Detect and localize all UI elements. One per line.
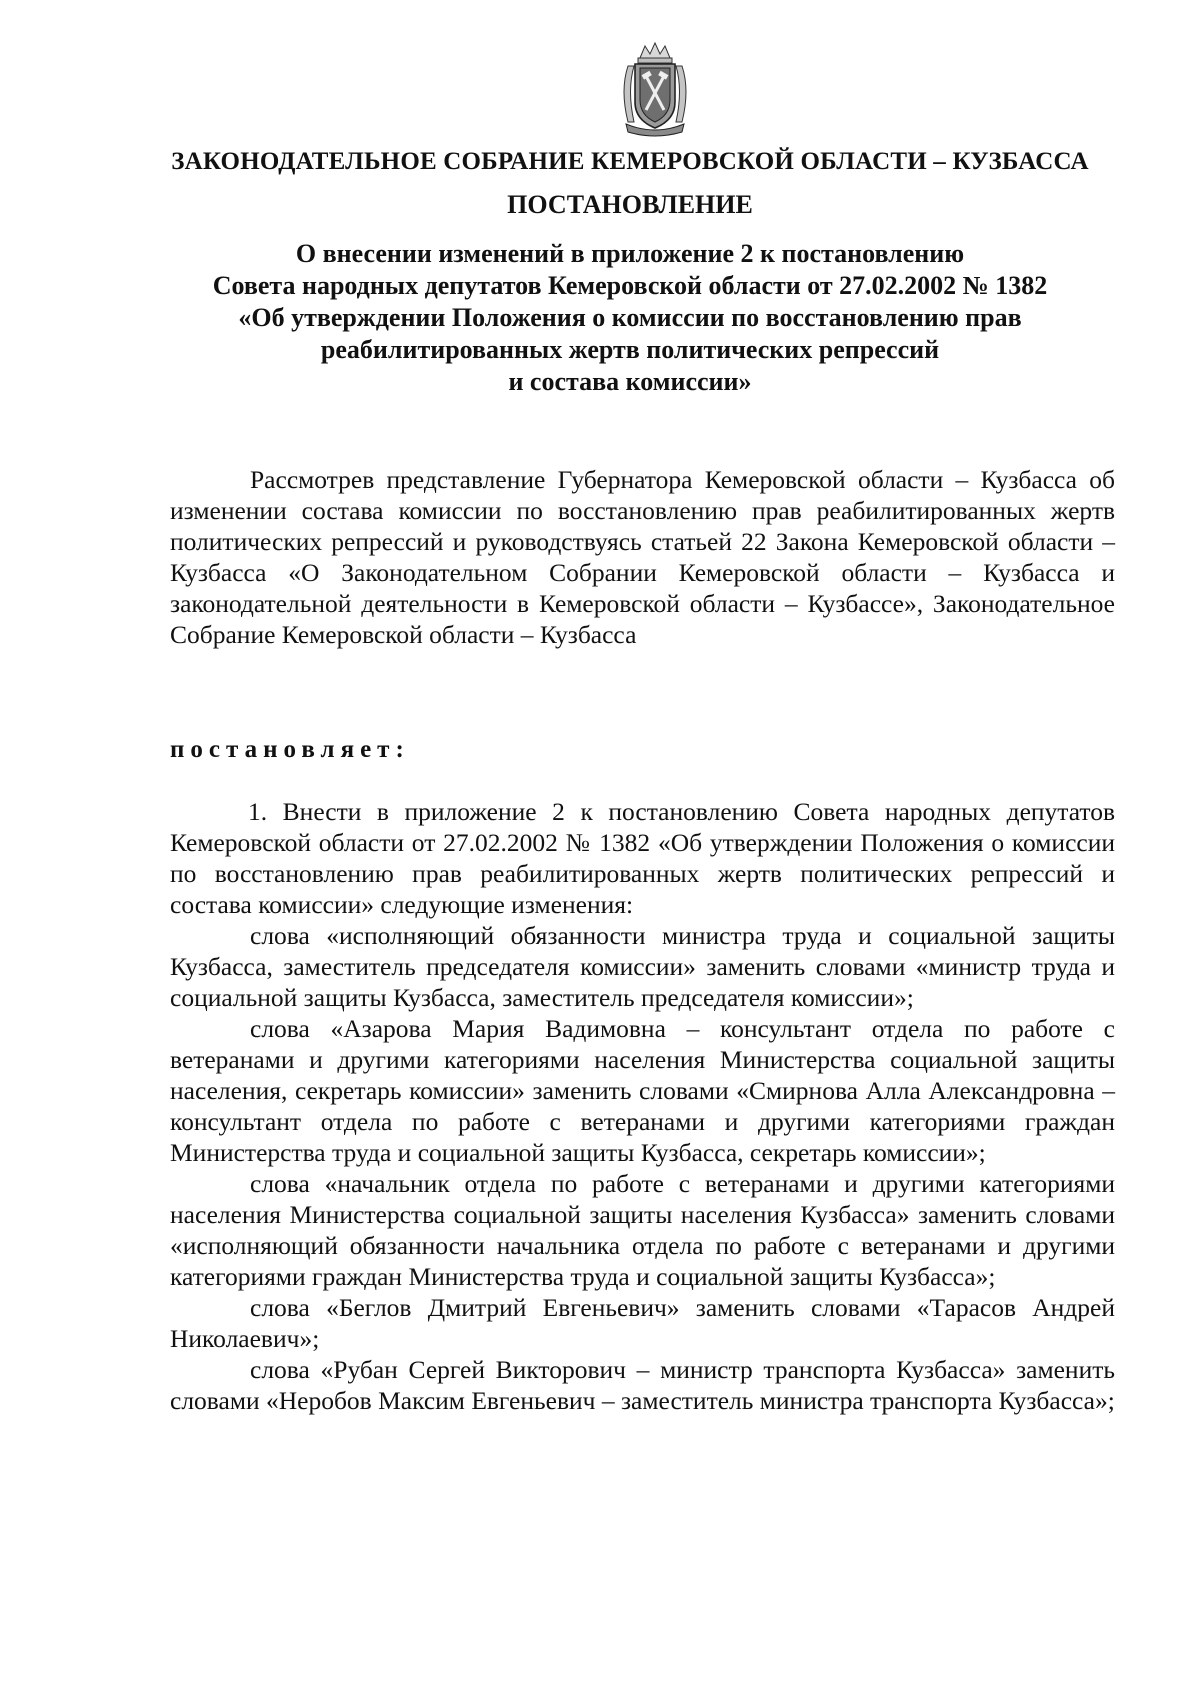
resolves-label: постановляет: (170, 736, 410, 763)
organization-title: ЗАКОНОДАТЕЛЬНОЕ СОБРАНИЕ КЕМЕРОВСКОЙ ОБЛАСТИ – КУЗБАССА (171, 148, 1089, 175)
change-paragraph: слова «Азарова Мария Вадимовна – консультант отдела по работе с ветеранами и другими категориями населения Министерства социальной защиты населения, секретарь комиссии» заменить словами «Смирнова Алла Александровна – консультант отдела по работе с ветеранами и другими категориями граждан Министерства труда и социальной защиты Кузбасса, секретарь комиссии»; (170, 1014, 1115, 1167)
subject-line: Совета народных депутатов Кемеровской области от 27.02.2002 № 1382 (212, 271, 1048, 300)
preamble-paragraph: Рассмотрев представление Губернатора Кемеровской области – Кузбасса об изменении состава комиссии по восстановлению прав реабилитированных жертв политических репрессий и руководствуясь статьей 22 Закона Кемеровской области – Кузбасса «О Законодательном Собрании Кемеровской области – Кузбасса и законодательной деятельности в Кемеровской области – Кузбассе», Законодательное Собрание Кемеровской области – Кузбасса (170, 465, 1115, 649)
change-paragraph: слова «начальник отдела по работе с ветеранами и другими категориями населения Министерства социальной защиты населения Кузбасса» заменить словами «исполняющий обязанности начальника отдела по работе с ветеранами и другими категориями граждан Министерства труда и социальной защиты Кузбасса»; (170, 1169, 1115, 1291)
subject-line: «Об утверждении Положения о комиссии по восстановлению прав (238, 303, 1022, 332)
change-paragraph: слова «Рубан Сергей Викторович – министр транспорта Кузбасса» заменить словами «Неробов Максим Евгеньевич – заместитель министра транспорта Кузбасса»; (170, 1355, 1115, 1415)
document-subject (150, 238, 1110, 398)
document-type-heading: ПОСТАНОВЛЕНИЕ (507, 190, 753, 219)
item-1-block (170, 796, 1115, 1416)
subject-line: О внесении изменений в приложение 2 к постановлению (295, 239, 965, 268)
item-1-intro: 1. Внести в приложение 2 к постановлению Совета народных депутатов Кемеровской области от 27.02.2002 № 1382 «Об утверждении Положения о комиссии по восстановлению прав реабилитированных жертв политических репрессий и состава комиссии» следующие изменения: (170, 797, 1115, 919)
change-paragraph: слова «Беглов Дмитрий Евгеньевич» заменить словами «Тарасов Андрей Николаевич»; (170, 1293, 1115, 1353)
subject-line: и состава комиссии» (508, 367, 752, 396)
coat-of-arms-emblem (610, 40, 700, 140)
subject-line: реабилитированных жертв политических репрессий (320, 335, 940, 364)
change-paragraph: слова «исполняющий обязанности министра труда и социальной защиты Кузбасса, заместитель председателя комиссии» заменить словами «министр труда и социальной защиты Кузбасса, заместитель председателя комиссии»; (170, 921, 1115, 1012)
